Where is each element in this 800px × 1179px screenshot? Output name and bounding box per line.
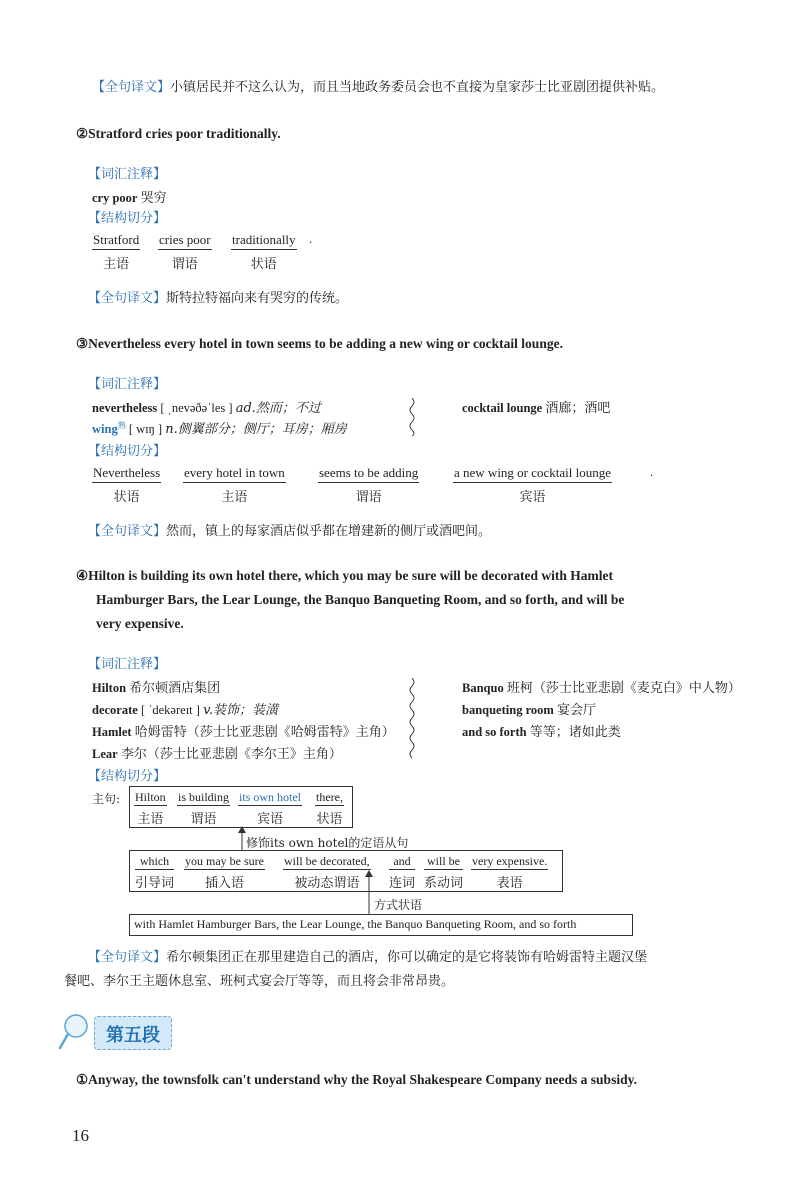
sentence-2: ②Stratford cries poor traditionally. — [76, 126, 281, 141]
segment: cries poor 谓语 — [159, 232, 211, 272]
period: . — [650, 465, 654, 479]
segment: will be decorated, 被动态谓语 — [284, 854, 370, 891]
sentence-4-line-2: Hamburger Bars, the Lear Lounge, the Banquo Banqueting Room, and so forth, and will be — [96, 592, 625, 607]
arrow-label: 方式状语 — [374, 898, 423, 912]
magnifier-icon — [58, 1012, 92, 1052]
vocab-label: 【词汇注释】 — [88, 377, 167, 392]
segment: you may be sure 插入语 — [185, 854, 264, 891]
translation-line-2: 餐吧、李尔王主题休息室、班柯式宴会厅等等，而且将会非常昂贵。 — [64, 974, 455, 989]
segment: seems to be adding 谓语 — [319, 465, 419, 505]
vocab-def: 哭穷 — [140, 191, 167, 206]
wavy-divider — [408, 398, 416, 436]
vocab-entry: wing$^熟$ [ wɪŋ ] n.侧翼部分；侧厅；耳房；厢房 — [92, 420, 347, 437]
translation: 【全句译文】然而，镇上的每家酒店似乎都在增建新的侧厅或酒吧间。 — [88, 524, 492, 539]
segment: will be 系动词 — [424, 854, 464, 891]
structure-label: 【结构切分】 — [88, 769, 167, 784]
page-number: 16 — [72, 1126, 89, 1145]
wavy-divider — [408, 678, 416, 760]
segment: every hotel in town 主语 — [184, 465, 285, 505]
vocab-entry: Hilton 希尔顿酒店集团 — [92, 681, 221, 696]
up-arrow-icon — [364, 870, 374, 914]
segment: very expensive. 表语 — [472, 854, 548, 891]
section-heading: 第五段 — [106, 1025, 160, 1046]
sentence-3: ③Nevertheless every hotel in town seems to be adding a new wing or cocktail lounge. — [76, 336, 563, 351]
vocab-word: cry poor — [92, 191, 138, 205]
main-clause-label: 主句: — [92, 792, 121, 806]
vocab-label: 【词汇注释】 — [88, 167, 167, 182]
structure-label: 【结构切分】 — [88, 211, 167, 226]
vocab-label: 【词汇注释】 — [88, 657, 167, 672]
translation: 【全句译文】希尔顿集团正在那里建造自己的酒店，你可以确定的是它将装饰有哈姆雷特主题汉堡 — [88, 950, 648, 965]
vocab-entry: banqueting room 宴会厅 — [462, 703, 596, 718]
segment: which 引导词 — [135, 854, 175, 891]
vocab-entry: decorate [ ˈdekəreɪt ] v.装饰；装潢 — [92, 703, 278, 718]
vocab-entry: Hamlet 哈姆雷特（莎士比亚悲剧《哈姆雷特》主角） — [92, 725, 395, 740]
vocab-entry: nevertheless [ ˌnevəðəˈles ] ad.然而；不过 — [92, 401, 321, 416]
segment: its own hotel 宾语 — [239, 790, 301, 827]
segment: Nevertheless 状语 — [93, 465, 161, 505]
structure-label: 【结构切分】 — [88, 444, 167, 459]
segment: a new wing or cocktail lounge 宾语 — [454, 465, 612, 505]
vocab-entry: and so forth 等等；诸如此类 — [462, 725, 621, 740]
segment: traditionally 状语 — [232, 232, 296, 272]
sentence-4-line-3: very expensive. — [96, 616, 184, 631]
segment: Hilton 主语 — [135, 790, 166, 827]
vocab-entry: Lear 李尔（莎士比亚悲剧《李尔王》主角） — [92, 747, 342, 762]
translation-text: 小镇居民并不这么认为，而且当地政务委员会也不直接为皇家莎士比亚剧团提供补贴。 — [170, 80, 665, 95]
vocab-entry: cocktail lounge 酒廊；酒吧 — [462, 401, 611, 416]
section-5-sentence-1: ①Anyway, the townsfolk can't understand why the Royal Shakespeare Company needs a subsidy. — [76, 1072, 637, 1087]
translation: 【全句译文】斯特拉特福向来有哭穷的传统。 — [88, 291, 349, 306]
segment: Stratford 主语 — [93, 232, 140, 272]
vocab-entry — [92, 187, 167, 206]
vocab-entry: Banquo 班柯（莎士比亚悲剧《麦克白》中人物） — [462, 681, 741, 696]
adverbial-text: with Hamlet Hamburger Bars, the Lear Lounge, the Banquo Banqueting Room, and so forth — [134, 917, 577, 931]
translation-label: 【全句译文】 — [92, 80, 171, 95]
top-translation — [92, 76, 664, 95]
segment: there, 状语 — [316, 790, 343, 827]
sentence-4-line-1: ④Hilton is building its own hotel there, which you may be sure will be decorated with Hamlet — [76, 568, 613, 583]
segment: and 连词 — [389, 854, 416, 891]
segment: is building 谓语 — [178, 790, 230, 827]
period: . — [309, 232, 313, 246]
arrow-label: 修饰its own hotel的定语从句 — [246, 836, 409, 850]
